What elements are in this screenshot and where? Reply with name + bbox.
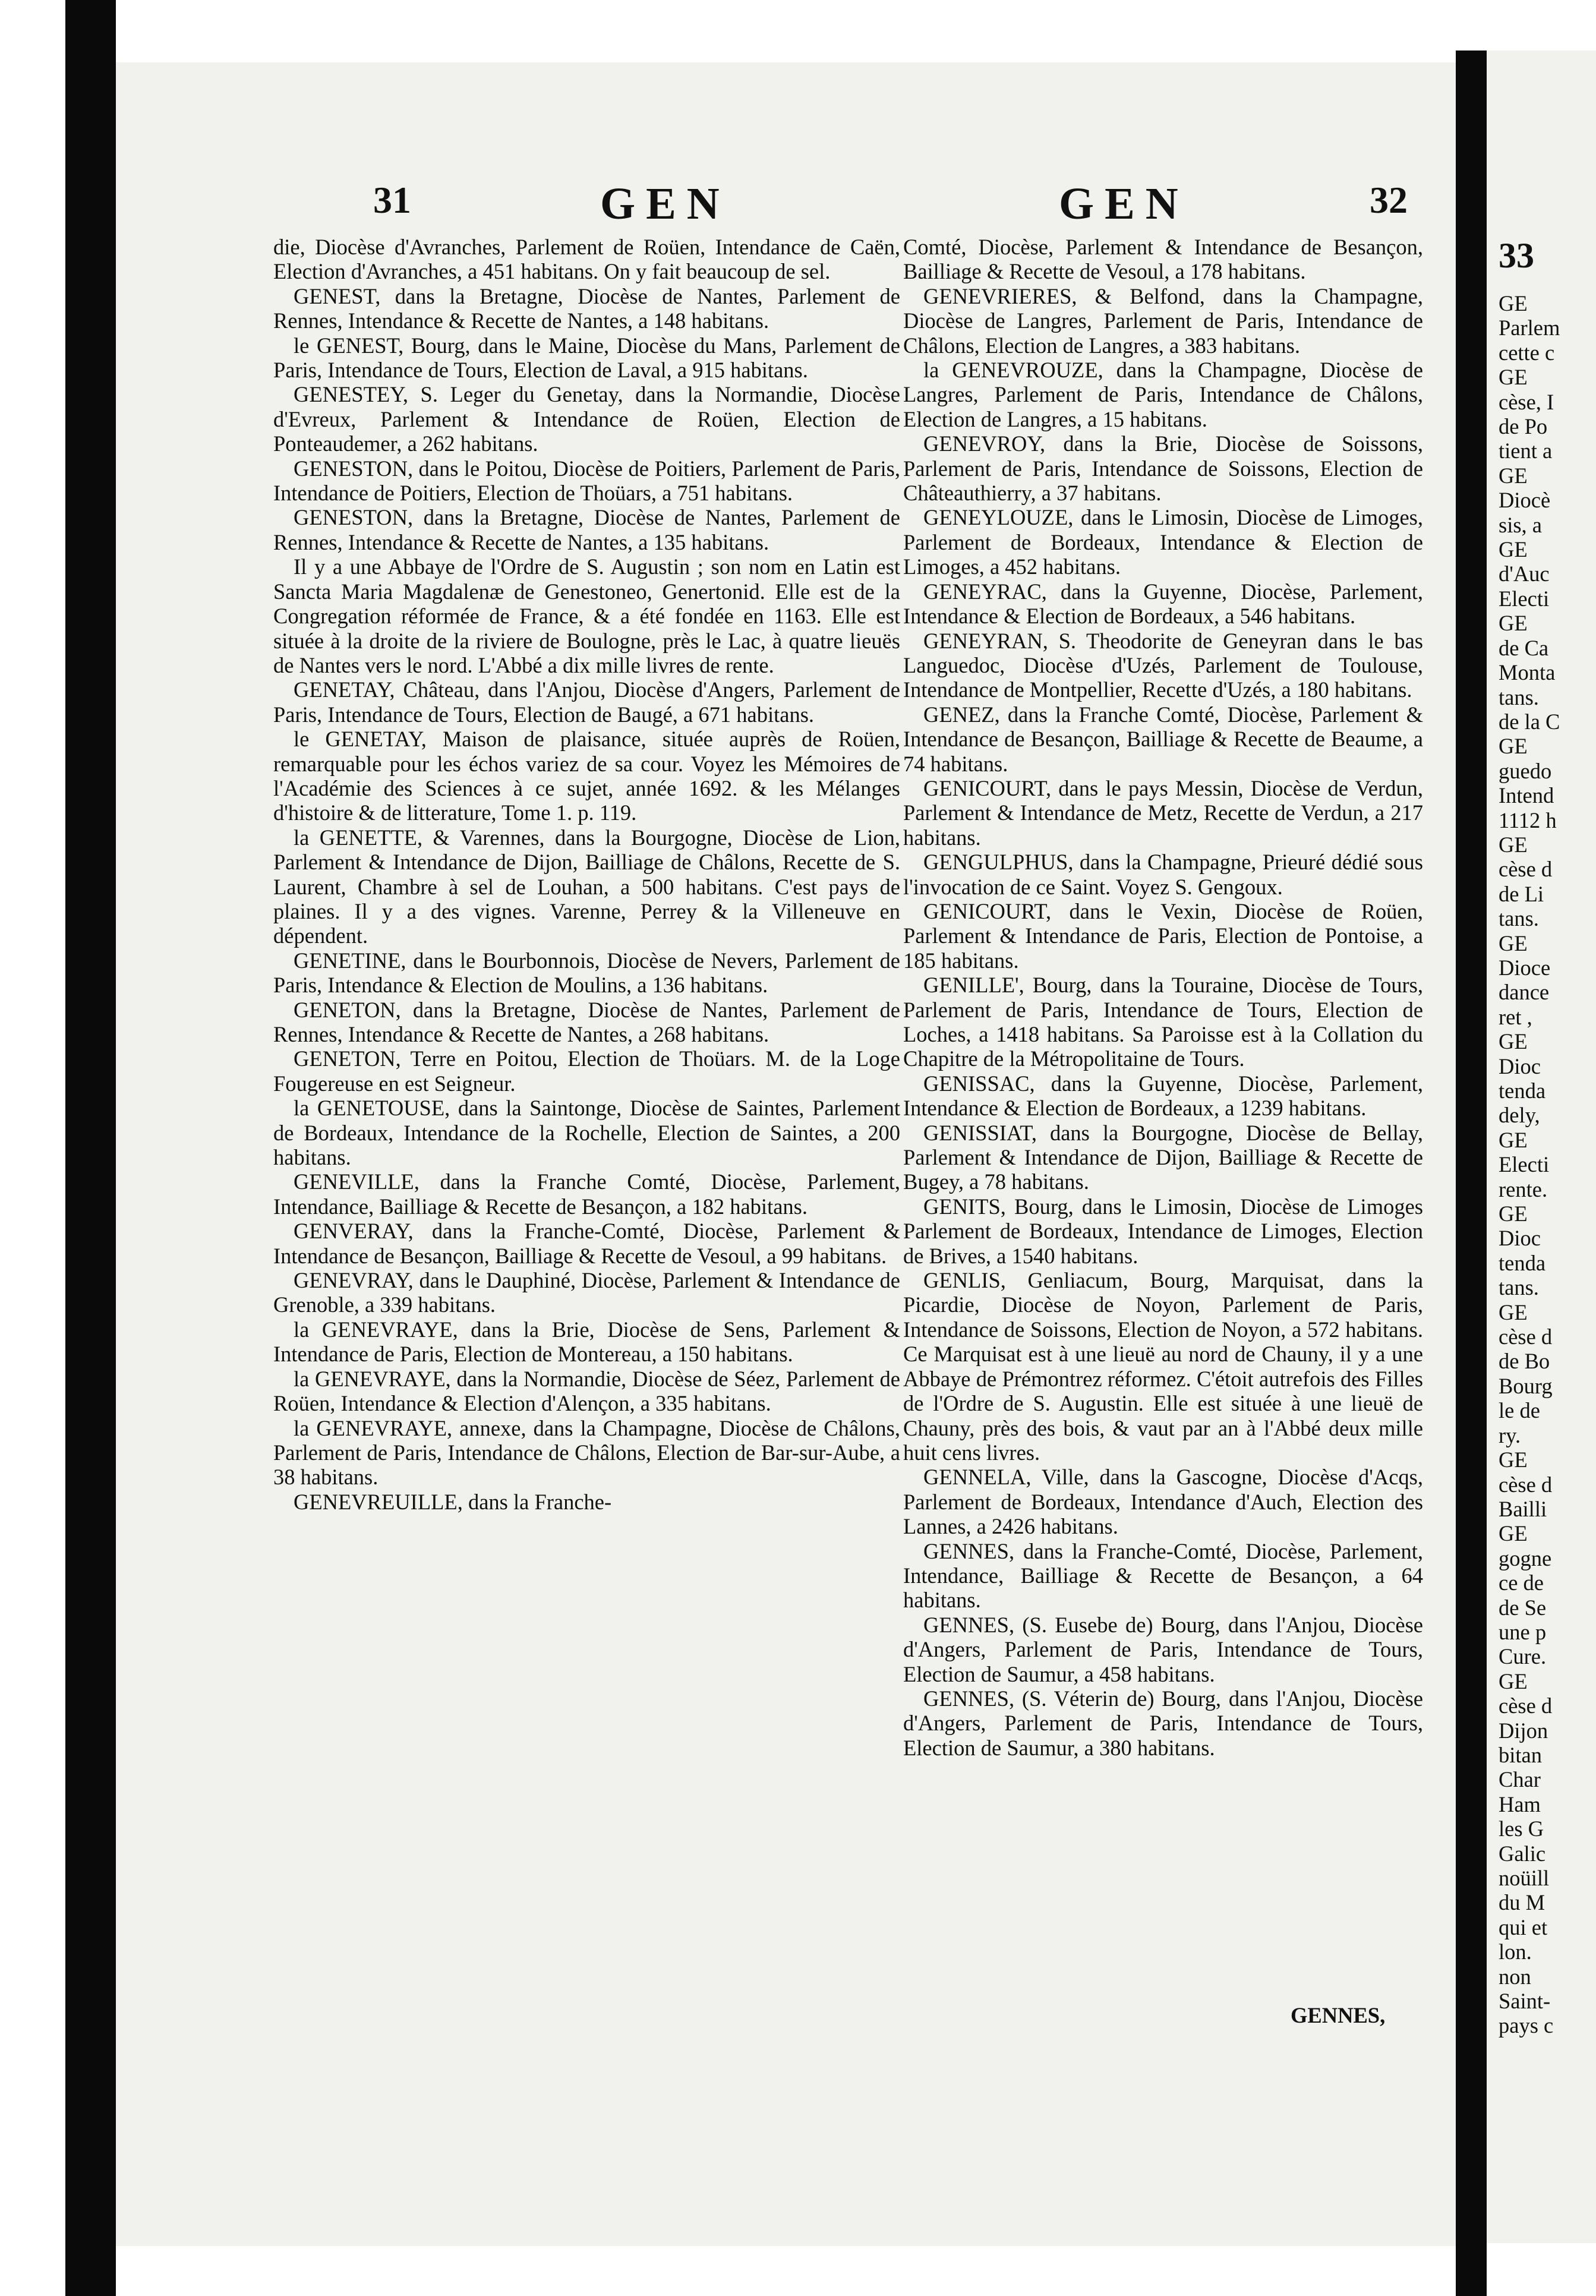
entry-paragraph: GENEYLOUZE, dans le Limosin, Diocèse de Limoges, Parlement de Bordeaux, Intendance & Election de Limoges, a 452 habitans.	[903, 505, 1423, 579]
adjacent-line-fragment: Galic	[1499, 1841, 1546, 1866]
adjacent-line-fragment: GE	[1499, 1127, 1528, 1152]
entry-paragraph: GENLIS, Genliacum, Bourg, Marquisat, dans la Picardie, Diocèse de Noyon, Parlement de Paris, Intendance de Soissons, Election de Noyon, a 572 habitans. Ce Marquisat est à une lieuë au nord de Chauny, il y a une Abbaye de Prémontrez réformez. C'étoit autrefois des Filles de l'Ordre de S. Augustin. Elle est située à une lieuë de Chauny, près des bois, & vaut par an à l'Abbé deux mille huit cens livres.	[903, 1268, 1423, 1465]
adjacent-line-fragment: tenda	[1499, 1078, 1546, 1103]
entry-paragraph: GENEYRAN, S. Theodorite de Geneyran dans le bas Languedoc, Diocèse d'Uzés, Parlement de Toulouse, Intendance de Montpellier, Recette d'Uzés, a 180 habitans.	[903, 628, 1423, 702]
adjacent-page-text	[1499, 232, 1596, 2038]
entry-paragraph: Il y a une Abbaye de l'Ordre de S. Augustin ; son nom en Latin est Sancta Maria Magdalenæ de Genestoneo, Genertonid. Elle est de la Congregation réformée de France, & a été fondée en 1163. Elle est située à la droite de la riviere de Boulogne, près le Lac, à quatre lieuës de Nantes vers le nord. L'Abbé a dix mille livres de rente.	[273, 554, 900, 677]
entry-paragraph: GENICOURT, dans le pays Messin, Diocèse de Verdun, Parlement & Intendance de Metz, Recette de Verdun, a 217 habitans.	[903, 775, 1423, 850]
entry-paragraph: GENNES, dans la Franche-Comté, Diocèse, Parlement, Intendance, Bailliage & Recette de Besançon, a 64 habitans.	[903, 1538, 1423, 1613]
adjacent-line-fragment: tans.	[1499, 685, 1539, 709]
adjacent-line-fragment: cèse, I	[1499, 389, 1554, 414]
adjacent-line-fragment: de Po	[1499, 414, 1548, 439]
adjacent-line-fragment: Electi	[1499, 1152, 1550, 1177]
adjacent-line-fragment: GE	[1499, 291, 1528, 316]
adjacent-line-fragment: ce de	[1499, 1570, 1544, 1595]
adjacent-line-fragment: pays c	[1499, 2013, 1554, 2038]
left-page-number: 31	[373, 179, 411, 221]
entry-paragraph: GENILLE', Bourg, dans la Touraine, Diocèse de Tours, Parlement de Paris, Intendance de Tours, Election de Loches, a 1418 habitans. Sa Paroisse est à la Collation du Chapitre de la Métropolitaine de Tours.	[903, 973, 1423, 1071]
entry-paragraph: GENISSAC, dans la Guyenne, Diocèse, Parlement, Intendance & Election de Bordeaux, a 1239 habitans.	[903, 1071, 1423, 1121]
adjacent-line-fragment: de Li	[1499, 881, 1544, 906]
entry-paragraph: Comté, Diocèse, Parlement & Intendance de Besançon, Bailliage & Recette de Vesoul, a 178 habitans.	[903, 235, 1423, 284]
adjacent-line-fragment: tans.	[1499, 1275, 1539, 1300]
adjacent-line-fragment: bitan	[1499, 1742, 1542, 1767]
adjacent-line-fragment: qui et	[1499, 1915, 1548, 1939]
adjacent-line-fragment: dance	[1499, 980, 1550, 1005]
entry-paragraph: GENNES, (S. Véterin de) Bourg, dans l'Anjou, Diocèse d'Angers, Parlement de Paris, Intendance de Tours, Election de Saumur, a 380 habitans.	[903, 1686, 1423, 1760]
entry-paragraph: GENEST, dans la Bretagne, Diocèse de Nantes, Parlement de Rennes, Intendance & Recette de Nantes, a 148 habitans.	[273, 283, 900, 333]
top-scan-margin	[116, 0, 1596, 62]
left-scan-border	[65, 0, 116, 2296]
adjacent-line-fragment: Parlem	[1499, 316, 1560, 340]
entry-paragraph: GENEVRIERES, & Belfond, dans la Champagne, Diocèse de Langres, Parlement de Paris, Intendance de Châlons, Election de Langres, a 383 habitans.	[903, 283, 1423, 358]
adjacent-line-fragment: lon.	[1499, 1939, 1532, 1964]
adjacent-line-fragment: GE	[1499, 365, 1528, 390]
adjacent-line-fragment: tenda	[1499, 1250, 1546, 1275]
entry-paragraph: GENETINE, dans le Bourbonnois, Diocèse de Nevers, Parlement de Paris, Intendance & Election de Moulins, a 136 habitans.	[273, 948, 900, 998]
adjacent-line-fragment: GE	[1499, 1029, 1528, 1054]
entry-paragraph: la GENEVRAYE, dans la Brie, Diocèse de Sens, Parlement & Intendance de Paris, Election de Montereau, a 150 habitans.	[273, 1317, 900, 1367]
entry-paragraph: GENEVRAY, dans le Dauphiné, Diocèse, Parlement & Intendance de Grenoble, a 339 habitans.	[273, 1268, 900, 1317]
adjacent-line-fragment: de Se	[1499, 1595, 1547, 1620]
adjacent-line-fragment: Diocè	[1499, 488, 1551, 513]
entry-paragraph: la GENETOUSE, dans la Saintonge, Diocèse de Saintes, Parlement de Bordeaux, Intendance de la Rochelle, Election de Saintes, a 200 habitans.	[273, 1096, 900, 1170]
adjacent-line-fragment: de Ca	[1499, 635, 1549, 660]
entry-paragraph: GENICOURT, dans le Vexin, Diocèse de Roüen, Parlement & Intendance de Paris, Election de Pontoise, a 185 habitans.	[903, 898, 1423, 973]
adjacent-line-fragment: GE	[1499, 931, 1528, 955]
adjacent-line-fragment: de la C	[1499, 709, 1560, 734]
adjacent-line-fragment: GE	[1499, 611, 1528, 636]
adjacent-line-fragment: GE	[1499, 1669, 1528, 1693]
entry-paragraph: GENESTON, dans le Poitou, Diocèse de Poitiers, Parlement de Paris, Intendance de Poitiers, Election de Thoüars, a 751 habitans.	[273, 456, 900, 506]
adjacent-line-fragment: Bourg	[1499, 1373, 1553, 1398]
adjacent-line-fragment: une p	[1499, 1619, 1547, 1644]
adjacent-line-fragment: Ham	[1499, 1792, 1541, 1816]
entry-paragraph: GENEVREUILLE, dans la Franche-	[294, 1489, 612, 1514]
adjacent-line-fragment: GE	[1499, 1300, 1528, 1324]
left-running-head: GEN	[600, 179, 730, 229]
entry-paragraph: GENNES, (S. Eusebe de) Bourg, dans l'Anjou, Diocèse d'Angers, Parlement de Paris, Intendance de Tours, Election de Saumur, a 458 habitans.	[903, 1612, 1423, 1686]
adjacent-line-fragment: GE	[1499, 1201, 1528, 1226]
adjacent-line-fragment: cèse d	[1499, 1693, 1553, 1718]
adjacent-line-fragment: Dioce	[1499, 955, 1551, 980]
adjacent-line-fragment: Electi	[1499, 586, 1550, 611]
adjacent-line-fragment: guedo	[1499, 758, 1552, 783]
adjacent-line-fragment: tans.	[1499, 906, 1539, 931]
adjacent-line-fragment: le de	[1499, 1398, 1540, 1423]
adjacent-line-fragment: Intend	[1499, 783, 1554, 808]
entry-paragraph: GENGULPHUS, dans la Champagne, Prieuré dédié sous l'invocation de ce Saint. Voyez S. Gengoux.	[903, 850, 1423, 899]
adjacent-line-fragment: d'Auc	[1499, 562, 1550, 586]
book-gutter	[1456, 51, 1487, 2296]
entry-paragraph: GENITS, Bourg, dans le Limosin, Diocèse de Limoges Parlement de Bordeaux, Intendance de Limoges, Election de Brives, a 1540 habitans.	[903, 1194, 1423, 1268]
adjacent-line-fragment: GE	[1499, 463, 1528, 488]
entry-paragraph: die, Diocèse d'Avranches, Parlement de Roüen, Intendance de Caën, Election d'Avranches, a 451 habitans. On y fait beaucoup de sel.	[273, 235, 900, 284]
adjacent-line-fragment: gogne	[1499, 1546, 1552, 1570]
adjacent-line-fragment: Dioc	[1499, 1054, 1541, 1078]
adjacent-line-fragment: Dioc	[1499, 1226, 1541, 1251]
adjacent-page-number: 33	[1499, 236, 1534, 275]
adjacent-line-fragment: rente.	[1499, 1177, 1548, 1201]
adjacent-line-fragment: ry.	[1499, 1423, 1521, 1447]
adjacent-line-fragment: cèse d	[1499, 857, 1553, 882]
adjacent-line-fragment: Monta	[1499, 660, 1556, 685]
entry-paragraph: GENETAY, Château, dans l'Anjou, Diocèse d'Angers, Parlement de Paris, Intendance de Tours, Election de Baugé, a 671 habitans.	[273, 677, 900, 727]
adjacent-line-fragment: Cure.	[1499, 1644, 1547, 1669]
adjacent-line-fragment: ret ,	[1499, 1004, 1532, 1029]
adjacent-line-fragment: GE	[1499, 1447, 1528, 1472]
entry-paragraph: GENISSIAT, dans la Bourgogne, Diocèse de Bellay, Parlement & Intendance de Dijon, Bailliage & Recette de Bugey, a 78 habitans.	[903, 1120, 1423, 1194]
entry-paragraph: GENEVILLE, dans la Franche Comté, Diocèse, Parlement, Intendance, Bailliage & Recette de Besançon, a 182 habitans.	[273, 1169, 900, 1219]
entry-paragraph: la GENEVRAYE, annexe, dans la Champagne, Diocèse de Châlons, Parlement de Paris, Intendance de Châlons, Election de Bar-sur-Aube, a 38 habitans.	[273, 1415, 900, 1490]
adjacent-line-fragment: non	[1499, 1964, 1531, 1989]
entry-paragraph: GENETON, Terre en Poitou, Election de Thoüars. M. de la Loge Fougereuse en est Seigneur.	[273, 1046, 900, 1096]
entry-paragraph: GENEZ, dans la Franche Comté, Diocèse, Parlement & Intendance de Besançon, Bailliage & Recette de Beaume, a 74 habitans.	[903, 702, 1423, 776]
adjacent-line-fragment: GE	[1499, 1521, 1528, 1546]
adjacent-line-fragment: sis, a	[1499, 512, 1542, 537]
entry-paragraph: GENVERAY, dans la Franche-Comté, Diocèse, Parlement & Intendance de Besançon, Bailliage & Recette de Vesoul, a 99 habitans.	[273, 1219, 900, 1268]
entry-paragraph: GENESTON, dans la Bretagne, Diocèse de Nantes, Parlement de Rennes, Intendance & Recette de Nantes, a 135 habitans.	[273, 505, 900, 554]
entry-paragraph: GENESTEY, S. Leger du Genetay, dans la Normandie, Diocèse d'Evreux, Parlement & Intendance de Roüen, Election de Ponteaudemer, a 262 habitans.	[273, 382, 900, 456]
adjacent-line-fragment: les G	[1499, 1816, 1544, 1841]
adjacent-line-fragment: GE	[1499, 734, 1528, 759]
entry-paragraph: le GENEST, Bourg, dans le Maine, Diocèse du Mans, Parlement de Paris, Intendance de Tours, Election de Laval, a 915 habitans.	[273, 333, 900, 383]
adjacent-line-fragment: Saint-	[1499, 1989, 1551, 2014]
adjacent-line-fragment: GE	[1499, 832, 1528, 857]
adjacent-line-fragment: 1112 h	[1499, 808, 1557, 832]
entry-paragraph: la GENEVROUZE, dans la Champagne, Diocèse de Langres, Parlement de Paris, Intendance de Châlons, Election de Langres, a 15 habitans.	[903, 358, 1423, 431]
entry-paragraph: GENNELA, Ville, dans la Gascogne, Diocèse d'Acqs, Parlement de Bordeaux, Intendance d'Auch, Election des Lannes, a 2426 habitans.	[903, 1465, 1423, 1539]
adjacent-line-fragment: du M	[1499, 1890, 1545, 1915]
adjacent-line-fragment: Char	[1499, 1767, 1541, 1792]
adjacent-line-fragment: GE	[1499, 537, 1528, 562]
entry-paragraph: GENEYRAC, dans la Guyenne, Diocèse, Parlement, Intendance & Election de Bordeaux, a 546 habitans.	[903, 579, 1423, 629]
adjacent-line-fragment: Dijon	[1499, 1718, 1548, 1743]
right-running-head: GEN	[1059, 179, 1189, 229]
entry-paragraph: la GENEVRAYE, dans la Normandie, Diocèse de Séez, Parlement de Roüen, Intendance & Election d'Alençon, a 335 habitans.	[273, 1366, 900, 1416]
adjacent-line-fragment: tient a	[1499, 439, 1553, 463]
adjacent-line-fragment: dely,	[1499, 1103, 1540, 1128]
adjacent-line-fragment: Bailli	[1499, 1496, 1547, 1521]
adjacent-page-fragment	[1487, 51, 1596, 2243]
entry-paragraph: GENEVROY, dans la Brie, Diocèse de Soissons, Parlement de Paris, Intendance de Soissons, Election de Châteauthierry, a 37 habitans.	[903, 431, 1423, 506]
adjacent-line-fragment: cette c	[1499, 340, 1555, 365]
entry-paragraph: le GENETAY, Maison de plaisance, située auprès de Roüen, remarquable pour les échos variez de sa cour. Voyez les Mémoires de l'Académie des Sciences à ce sujet, année 1692. & les Mélanges d'histoire & de litterature, Tome 1. p. 119.	[273, 727, 900, 825]
adjacent-line-fragment: cèse d	[1499, 1324, 1553, 1349]
entry-paragraph: la GENETTE, & Varennes, dans la Bourgogne, Diocèse de Lion, Parlement & Intendance de Dijon, Bailliage de Châlons, Recette de S. Laurent, Chambre à sel de Louhan, a 500 habitans. C'est pays de plaines. Il y a des vignes. Varenne, Perrey & la Villeneuve en dépendent.	[273, 825, 900, 948]
adjacent-line-fragment: cèse d	[1499, 1472, 1553, 1497]
middle-text-column	[903, 235, 1423, 1760]
adjacent-line-fragment: noüill	[1499, 1866, 1550, 1890]
catchword: GENNES,	[1291, 2003, 1386, 2027]
entry-paragraph: GENETON, dans la Bretagne, Diocèse de Nantes, Parlement de Rennes, Intendance & Recette de Nantes, a 268 habitans.	[273, 997, 900, 1046]
adjacent-line-fragment: de Bo	[1499, 1349, 1550, 1374]
right-page-number: 32	[1370, 179, 1408, 221]
left-text-column	[273, 235, 900, 1514]
